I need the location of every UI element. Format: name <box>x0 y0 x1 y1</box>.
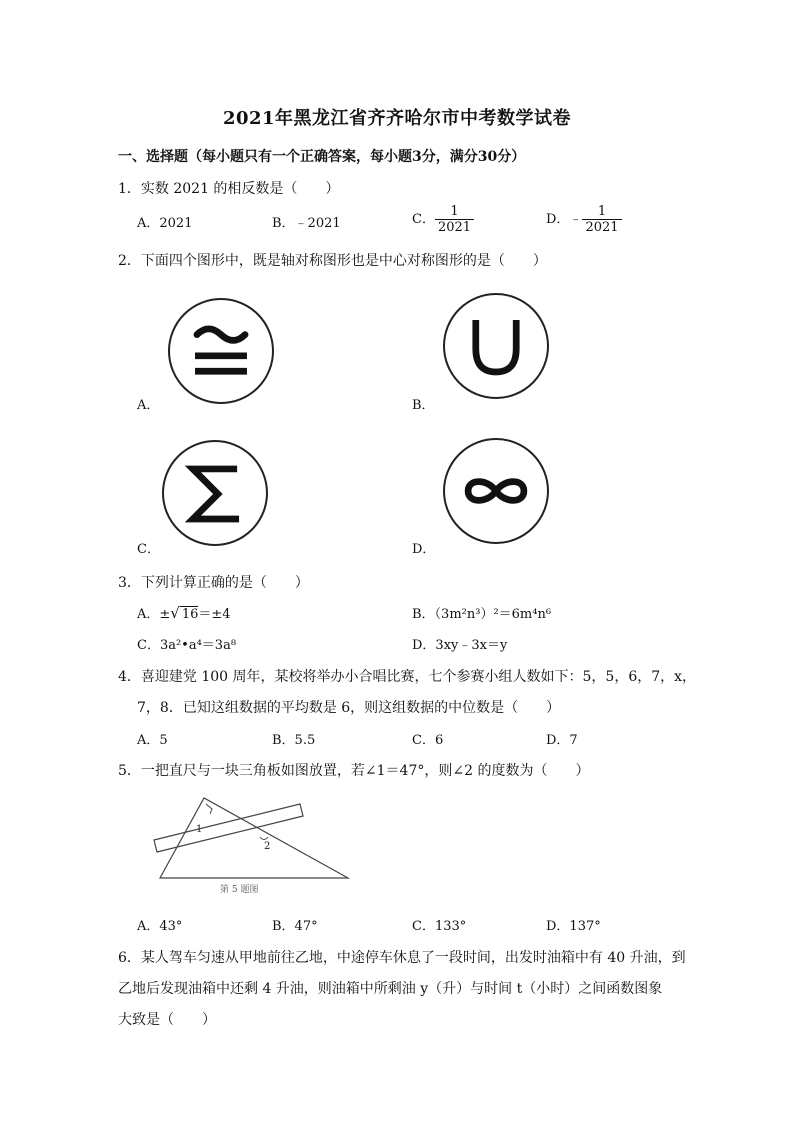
q5-option-d: D．137° <box>546 919 601 934</box>
q3-option-a-prefix: A．± <box>137 607 171 622</box>
q1-option-b: B．﹣2021 <box>272 216 341 231</box>
ruler-triangle-figure <box>140 790 370 900</box>
q3-option-a-suffix: ＝±4 <box>198 607 231 622</box>
q3-option-d: D．3xy﹣3x＝y <box>412 638 508 653</box>
figure-c-circle <box>162 440 268 546</box>
q4-option-c: C．6 <box>412 733 444 748</box>
q1-option-d-fraction <box>582 204 621 235</box>
q5-option-b: B．47° <box>272 919 318 934</box>
question-4-stem-line2: 7，8．已知这组数据的平均数是 6，则这组数据的中位数是（ ） <box>137 700 561 716</box>
angle-2-label: 2 <box>264 841 271 852</box>
question-3-stem: 3．下列计算正确的是（ ） <box>118 575 309 591</box>
question-6-stem-line2: 乙地后发现油箱中还剩 4 升油，则油箱中所剩油 y（升）与时间 t（小时）之间函数图象 <box>118 981 663 997</box>
question-6-stem-line1: 6．某人驾车匀速从甲地前往乙地，中途停车休息了一段时间，出发时油箱中有 40 升油，到 <box>118 950 686 966</box>
q4-option-d: D．7 <box>546 733 578 748</box>
q2-option-a: A． <box>137 398 160 413</box>
q2-option-b: B． <box>412 398 435 413</box>
sigma-symbol-icon <box>164 442 266 544</box>
fraction-denominator: 2021 <box>585 220 619 235</box>
q5-option-c: C．133° <box>412 919 467 934</box>
fraction-denominator: 2021 <box>437 220 472 235</box>
infinity-symbol-icon <box>445 440 547 542</box>
q1-option-d <box>546 204 622 235</box>
q3-option-b: B．（3m²n³）²＝6m⁴n⁶ <box>412 607 552 622</box>
q5-option-a: A．43° <box>137 919 183 934</box>
page-title: 2021年黑龙江省齐齐哈尔市中考数学试卷 <box>222 108 572 129</box>
question-5-stem: 5．一把直尺与一块三角板如图放置，若∠1＝47°，则∠2 的度数为（ ） <box>118 763 590 779</box>
q1-option-d-label: D．﹣ <box>546 212 583 227</box>
q4-option-b: B．5.5 <box>272 733 316 748</box>
fraction-numerator: 1 <box>435 204 474 220</box>
q3-option-c: C．3a²•a⁴＝3a⁸ <box>137 638 237 653</box>
section-heading: 一、选择题（每小题只有一个正确答案，每小题3分，满分30分） <box>118 149 526 165</box>
figure-caption: 第 5 题图 <box>220 885 259 895</box>
q3-option-a <box>137 603 231 622</box>
radicand: 16 <box>181 607 199 622</box>
question-6-stem-line3: 大致是（ ） <box>118 1012 216 1028</box>
question-2-stem: 2．下面四个图形中，既是轴对称图形也是中心对称图形的是（ ） <box>118 253 547 269</box>
q2-option-d: D． <box>412 542 436 557</box>
congruent-symbol-icon <box>170 300 272 402</box>
fraction-numerator: 1 <box>582 204 621 220</box>
figure-b-circle <box>443 293 549 399</box>
question-1-stem: 1．实数 2021 的相反数是（ ） <box>118 181 340 197</box>
q1-option-c <box>412 204 474 235</box>
q1-option-c-label: C． <box>412 212 435 227</box>
angle-1-label: 1 <box>196 824 203 835</box>
q2-option-c: C． <box>137 542 160 557</box>
q1-option-c-fraction <box>435 204 474 235</box>
q4-option-a: A．5 <box>137 733 168 748</box>
q1-option-a: A．2021 <box>137 216 193 231</box>
union-symbol-icon <box>445 295 547 397</box>
radical-sign: √ <box>170 604 180 622</box>
figure-d-circle <box>443 438 549 544</box>
question-4-stem-line1: 4．喜迎建党 100 周年，某校将举办小合唱比赛，七个参赛小组人数如下：5，5，6，7，x， <box>118 669 697 685</box>
figure-a-circle <box>168 298 274 404</box>
